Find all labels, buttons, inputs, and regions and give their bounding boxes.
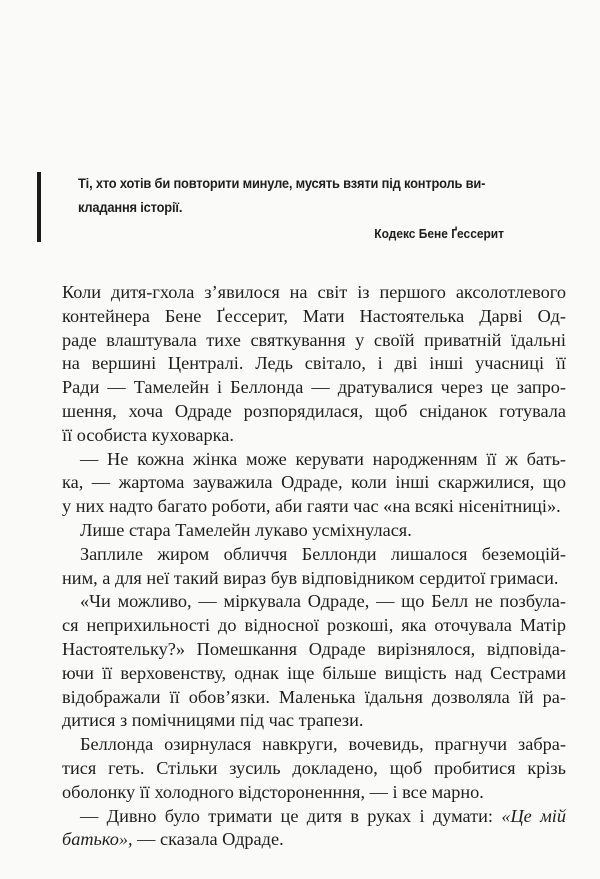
italic-segment: батько», [62, 829, 133, 850]
epigraph-line: Ті, хто хотів би повторити минуле, мусять взяти під контроль ви- [78, 175, 486, 191]
text-line [62, 805, 566, 829]
text-line: ся неприхильності до відносної розкоші, яка оточувала Матір [62, 615, 566, 636]
body-text [62, 281, 566, 852]
text-line: Беллонда озирнулася навкруги, вочевидь, прагнучи забра- [80, 734, 566, 755]
italic-segment: «Це мій [501, 805, 567, 826]
text-line: Настоятельку?» Помешкання Одраде вирізнялося, відповіда- [62, 638, 566, 659]
text-line: дитися з помічницями під час трапези. [62, 710, 364, 731]
epigraph-line: кладання історії. [78, 199, 183, 215]
text-line [62, 828, 566, 852]
epigraph-bar [37, 172, 41, 242]
text-segment: — сказала Одраде. [137, 829, 284, 850]
text-line: раде влаштувала тихе святкування у своїй приватній їдальні [62, 329, 566, 350]
text-line: шення, хоча Одраде розпорядилася, щоб сніданок готувала [62, 400, 566, 421]
text-line: контейнера Бене Ґессерит, Мати Настоятелька Дарві Од- [62, 305, 566, 326]
text-line: тися геть. Стільки зусиль докладено, щоб пробитися крізь [62, 757, 566, 778]
text-line: Лише стара Тамелейн лукаво усміхнулася. [80, 519, 412, 540]
epigraph-source: Кодекс Бене Ґессерит [374, 226, 504, 241]
text-line: Коли дитя-гхола з’явилося на світ із першого аксолотлевого [62, 282, 566, 302]
text-line: оболонку її холодного відстороненння, — і все марно. [62, 781, 484, 802]
text-line: у них надто багато роботи, аби гаяти час «на всякі нісенітниці». [62, 496, 561, 517]
text-line: її особиста куховарка. [62, 424, 234, 445]
text-line: Ради — Тамелейн і Беллонда — дратувалися через це запро- [62, 377, 566, 398]
text-line: Заплиле жиром обличчя Беллонди лишалося беземоцій- [80, 543, 566, 564]
text-line: ним, а для неї такий вираз був відповідником сердитої гримаси. [62, 567, 559, 588]
text-line: відображали її обов’язки. Маленька їдальня дозволяла їй ра- [62, 686, 566, 707]
text-line: ка, — жартома зауважила Одраде, коли інші скаржилися, що [62, 472, 566, 493]
text-line: ючи її верховенству, однак іще більше вищість над Сестрами [62, 662, 566, 683]
text-line: — Не кожна жінка може керувати народженням її ж бать- [80, 448, 566, 469]
text-line: на вершині Централі. Ледь світало, і дві інші учасниці її [62, 353, 566, 374]
text-line: «Чи можливо, — міркувала Одраде, — що Белл не позбула- [80, 591, 566, 612]
text-segment: — Дивно було тримати це дитя в руках і думати: [80, 805, 494, 826]
